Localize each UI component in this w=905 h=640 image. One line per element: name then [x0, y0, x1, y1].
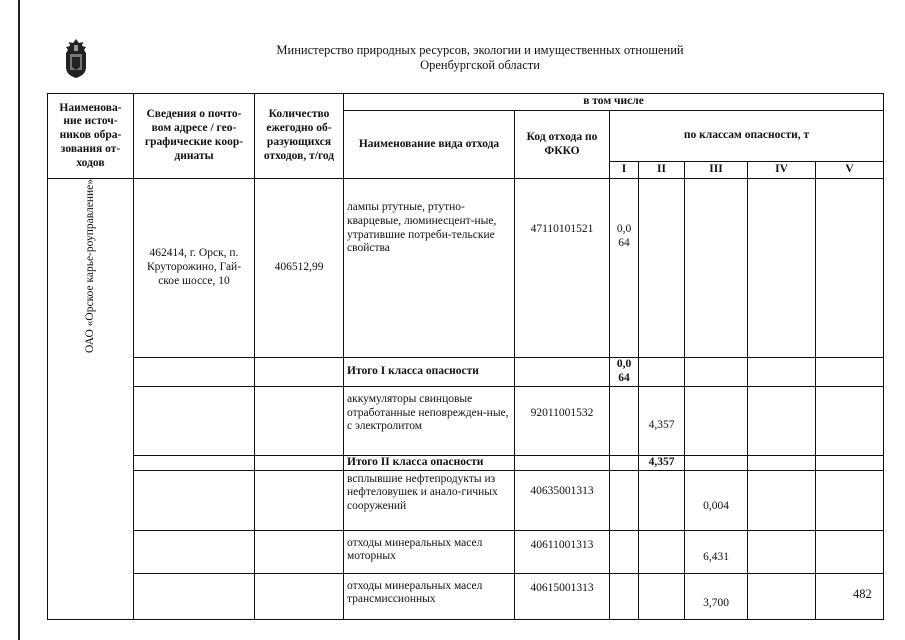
- class1-value: [610, 386, 639, 455]
- class2-value: [639, 573, 685, 619]
- waste-name: отходы минеральных масел трансмиссионных: [344, 573, 515, 619]
- waste-code: [515, 358, 610, 387]
- class2-value: [639, 179, 685, 358]
- waste-code: 92011001532: [515, 386, 610, 455]
- class2-value: [639, 358, 685, 387]
- table-row: [48, 573, 884, 619]
- table-row: [48, 455, 884, 470]
- waste-code: 40635001313: [515, 470, 610, 530]
- class2-value: [639, 470, 685, 530]
- class1-value: [610, 530, 639, 573]
- class-label: I: [610, 162, 639, 179]
- table-row: [48, 386, 884, 455]
- class2-value: [639, 530, 685, 573]
- header-fkko: Код отхода по ФККО: [515, 111, 610, 179]
- class2-value: 4,357: [639, 455, 685, 470]
- region-title: Оренбургской области: [420, 58, 540, 72]
- total-label: Итого II класса опасности: [344, 455, 515, 470]
- header-quantity: Количество ежегодно об-разующихся отходов, т/год: [255, 94, 344, 179]
- class3-value: [685, 358, 748, 387]
- header-waste-name: Наименование вида отхода: [344, 111, 515, 179]
- waste-code: [515, 455, 610, 470]
- class1-value: [610, 470, 639, 530]
- class2-value: 4,357: [639, 386, 685, 455]
- coat-of-arms-icon: [60, 37, 92, 79]
- waste-code: 40615001313: [515, 573, 610, 619]
- table-row: [48, 179, 884, 358]
- page-binding-line: [18, 0, 20, 640]
- class3-value: 0,004: [685, 470, 748, 530]
- header-source: Наименова-ние источ-ников обра-зования от-ходов: [48, 94, 134, 179]
- header-including: в том числе: [344, 94, 884, 111]
- table-row: [48, 470, 884, 530]
- class-label: V: [816, 162, 884, 179]
- source-name: ОАО «Орское карье-роуправление»: [84, 179, 97, 353]
- source-cell: [48, 179, 134, 358]
- waste-name: лампы ртутные, ртутно-кварцевые, люминесцент-ные, утратившие потреби-тельские свойства: [344, 179, 515, 358]
- waste-table: [47, 93, 884, 620]
- class1-value: 0,0 64: [610, 358, 639, 387]
- waste-name: всплывшие нефтепродукты из нефтеловушек и анало-гичных сооружений: [344, 470, 515, 530]
- class-label: II: [639, 162, 685, 179]
- class3-value: [685, 179, 748, 358]
- class1-value: [610, 573, 639, 619]
- class1-value: [610, 455, 639, 470]
- header-classes: по классам опасности, т: [610, 111, 884, 162]
- table-row: [48, 530, 884, 573]
- class4-value: [748, 179, 816, 358]
- class-label: IV: [748, 162, 816, 179]
- class3-value: 3,700: [685, 573, 748, 619]
- waste-name: отходы минеральных масел моторных: [344, 530, 515, 573]
- class-label: III: [685, 162, 748, 179]
- ministry-title: Министерство природных ресурсов, экологии и имущественных отношений: [276, 43, 684, 57]
- class3-value: [685, 386, 748, 455]
- waste-code: 47110101521: [515, 179, 610, 358]
- class1-value: 0,0 64: [610, 179, 639, 358]
- class5-value: [816, 179, 884, 358]
- page-number: 482: [853, 587, 872, 601]
- waste-code: 40611001313: [515, 530, 610, 573]
- class3-value: 6,431: [685, 530, 748, 573]
- address-cell: 462414, г. Орск, п. Круторожино, Гай-ское шоссе, 10: [134, 179, 255, 358]
- class3-value: [685, 455, 748, 470]
- total-label: Итого I класса опасности: [344, 358, 515, 387]
- waste-name: аккумуляторы свинцовые отработанные неповрежден-ные, с электролитом: [344, 386, 515, 455]
- header-address: Сведения о почто-вом адресе / гео-графические коор-динаты: [134, 94, 255, 179]
- quantity-cell: 406512,99: [255, 179, 344, 358]
- table-row: [48, 358, 884, 387]
